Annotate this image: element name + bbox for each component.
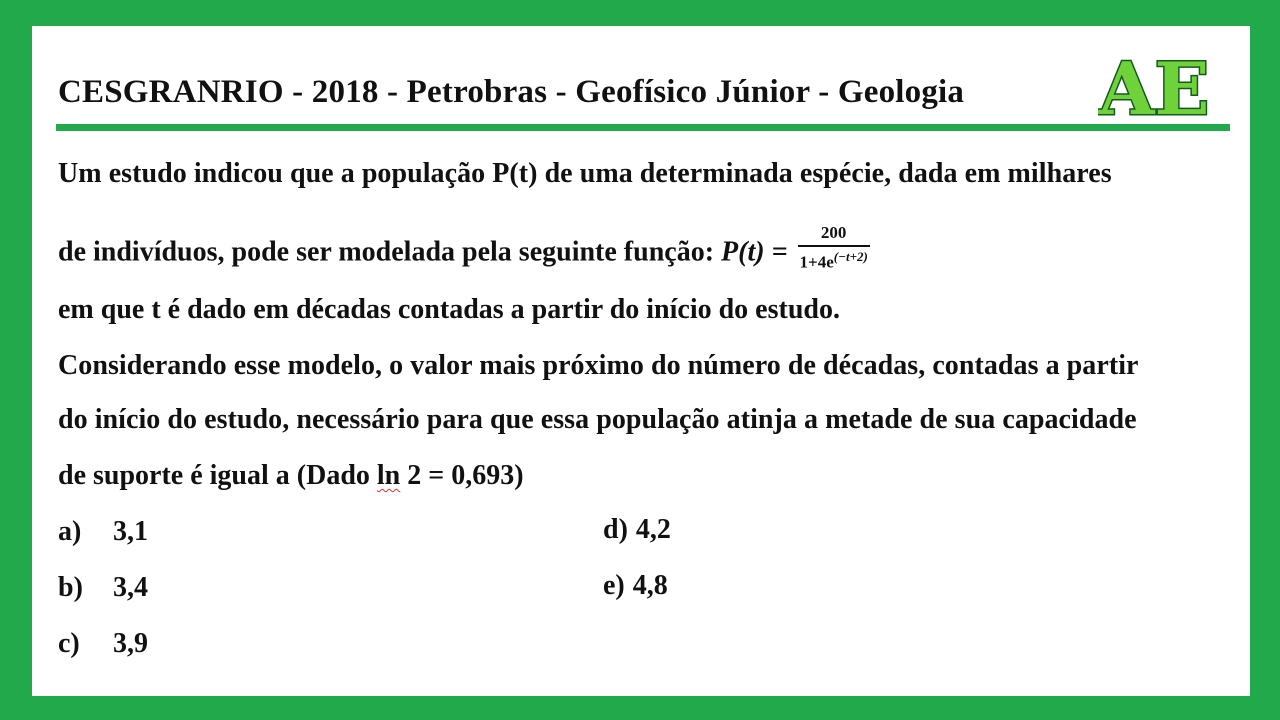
formula-exponent: (−t+2) [833,249,868,264]
question-line-5: do início do estudo, necessário para que essa população atinja a metade de sua capacidade [58,404,1137,435]
option-letter: c) [58,628,80,659]
question-line-2 [58,223,870,279]
question-line-2-text: de indivíduos, pode ser modelada pela seguinte função: [58,236,722,268]
page-title: CESGRANRIO - 2018 - Petrobras - Geofísico Júnior - Geologia [58,74,965,110]
formula-lhs: P(t) = [721,236,788,268]
option-letter: a) [58,516,82,547]
ae-logo [1098,48,1210,124]
option-value: 4,8 [632,570,668,601]
option-value: 3,4 [113,572,148,603]
ln-text: ln [376,460,401,491]
formula-denominator-base: 1+4e [799,252,834,272]
question-line-6-pre: de suporte é igual a (Dado [58,460,377,491]
formula-denominator [798,247,870,273]
option-letter: e) [603,570,625,601]
formula-numerator: 200 [798,223,870,247]
option-e[interactable] [603,570,668,602]
question-line-3: em que t é dado em décadas contadas a partir do início do estudo. [58,294,840,325]
question-line-6-post: 2 = 0,693) [400,460,524,491]
option-a[interactable] [58,516,148,548]
option-value: 4,2 [635,514,671,545]
option-value: 3,1 [113,516,148,547]
option-value: 3,9 [113,628,148,659]
option-letter: d) [603,514,628,545]
logo-text: AE [1098,48,1210,124]
title-divider [56,124,1230,131]
formula-fraction [798,223,870,273]
question-line-1: Um estudo indicou que a população P(t) de uma determinada espécie, dada em milhares [58,158,1112,189]
question-line-4: Considerando esse modelo, o valor mais próximo do número de décadas, contadas a partir [58,350,1139,381]
option-d[interactable] [603,514,671,546]
option-letter: b) [58,572,83,603]
question-line-6 [58,460,524,492]
option-b[interactable] [58,572,148,604]
option-c[interactable] [58,628,148,660]
